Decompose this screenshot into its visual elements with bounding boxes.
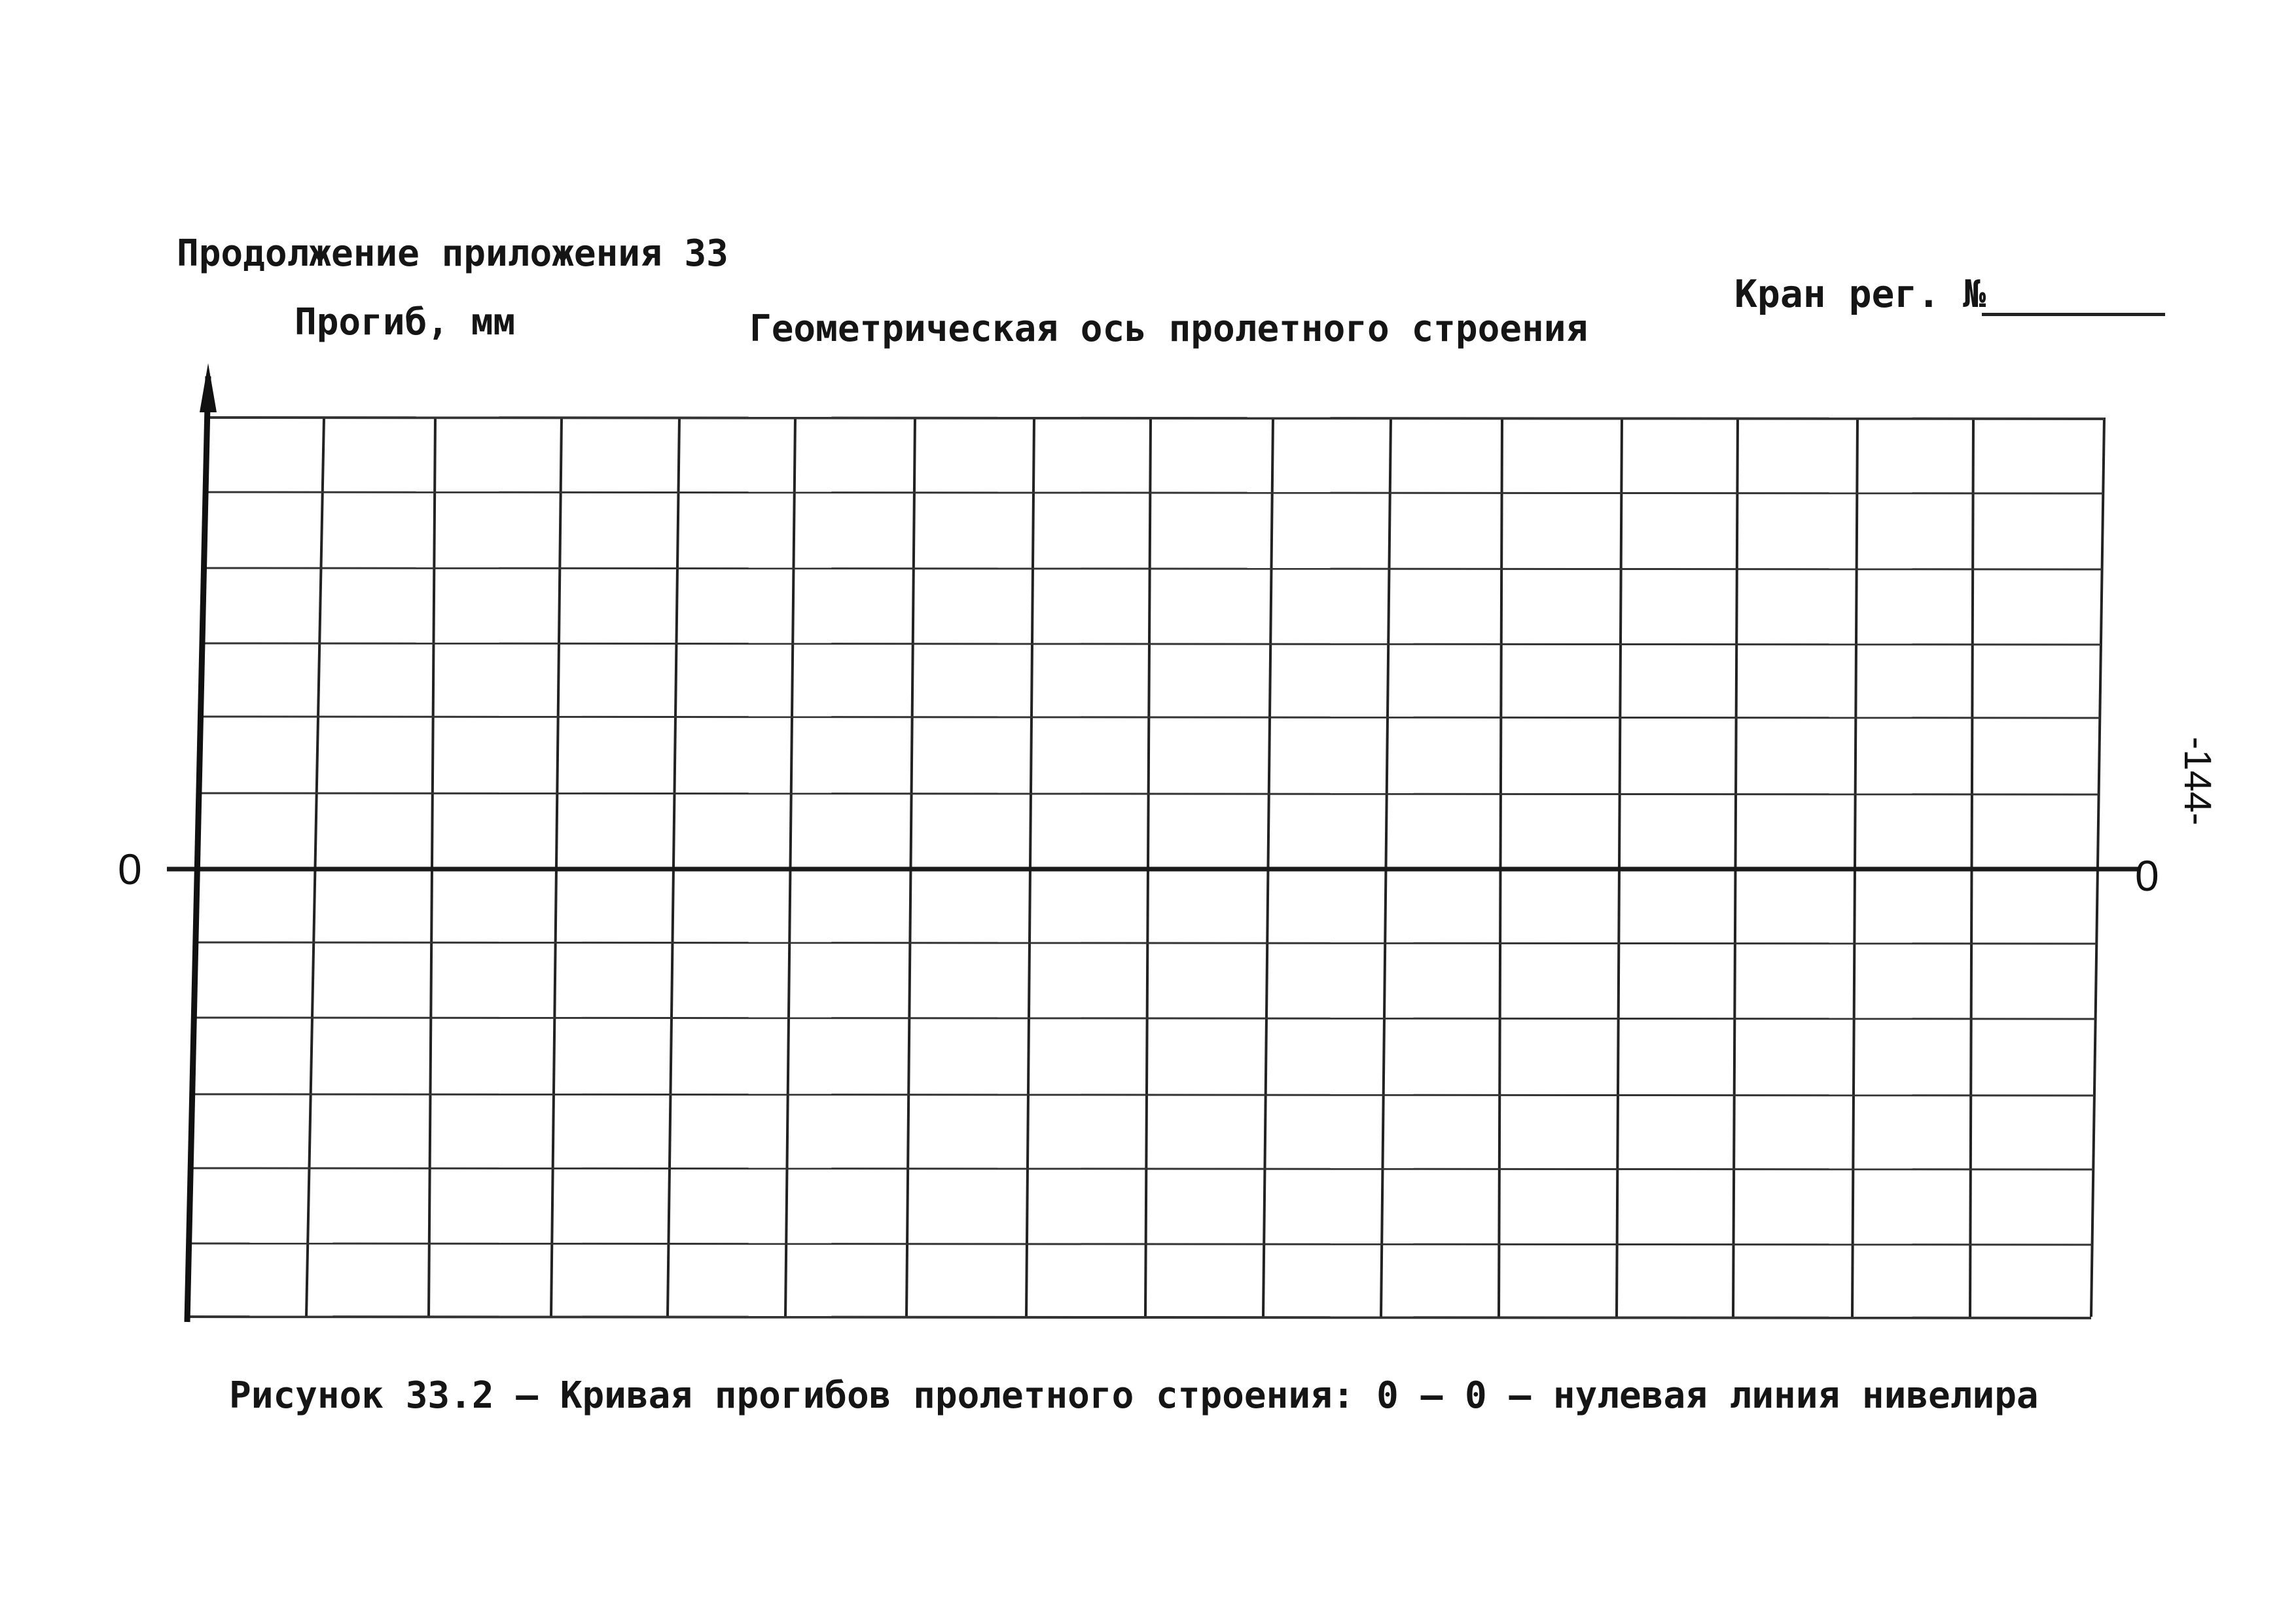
y-axis-label: Прогиб, мм (295, 301, 516, 344)
grid-horizontal-line (192, 1094, 2094, 1096)
grid-horizontal-line (189, 1243, 2092, 1245)
y-axis-arrow (200, 363, 217, 412)
grid-horizontal-line (206, 492, 2103, 493)
page-number: -144- (2176, 736, 2219, 826)
grid-horizontal-line (203, 643, 2101, 645)
geometric-axis-title: Геометрическая ось пролетного строения (749, 308, 1588, 350)
grid-horizontal-line (200, 793, 2099, 794)
crane-registration-label: Кран рег. № (1734, 272, 1986, 316)
appendix-continuation-heading: Продолжение приложения 33 (177, 232, 728, 275)
figure-caption: Рисунок 33.2 – Кривая прогибов пролетного строения: 0 – 0 – нулевая линия нивелира (229, 1374, 2039, 1417)
grid-horizontal-line (196, 942, 2096, 944)
grid-horizontal-line (208, 418, 2104, 419)
y-axis-line (187, 376, 208, 1322)
grid-horizontal-line (187, 1317, 2091, 1318)
zero-mark-left: 0 (118, 845, 142, 893)
grid-horizontal-line (190, 1168, 2093, 1169)
grid-horizontal-line (201, 717, 2100, 718)
grid-horizontal-line (205, 568, 2102, 569)
zero-mark-right: 0 (2135, 851, 2159, 900)
grid-horizontal-line (194, 1018, 2096, 1019)
